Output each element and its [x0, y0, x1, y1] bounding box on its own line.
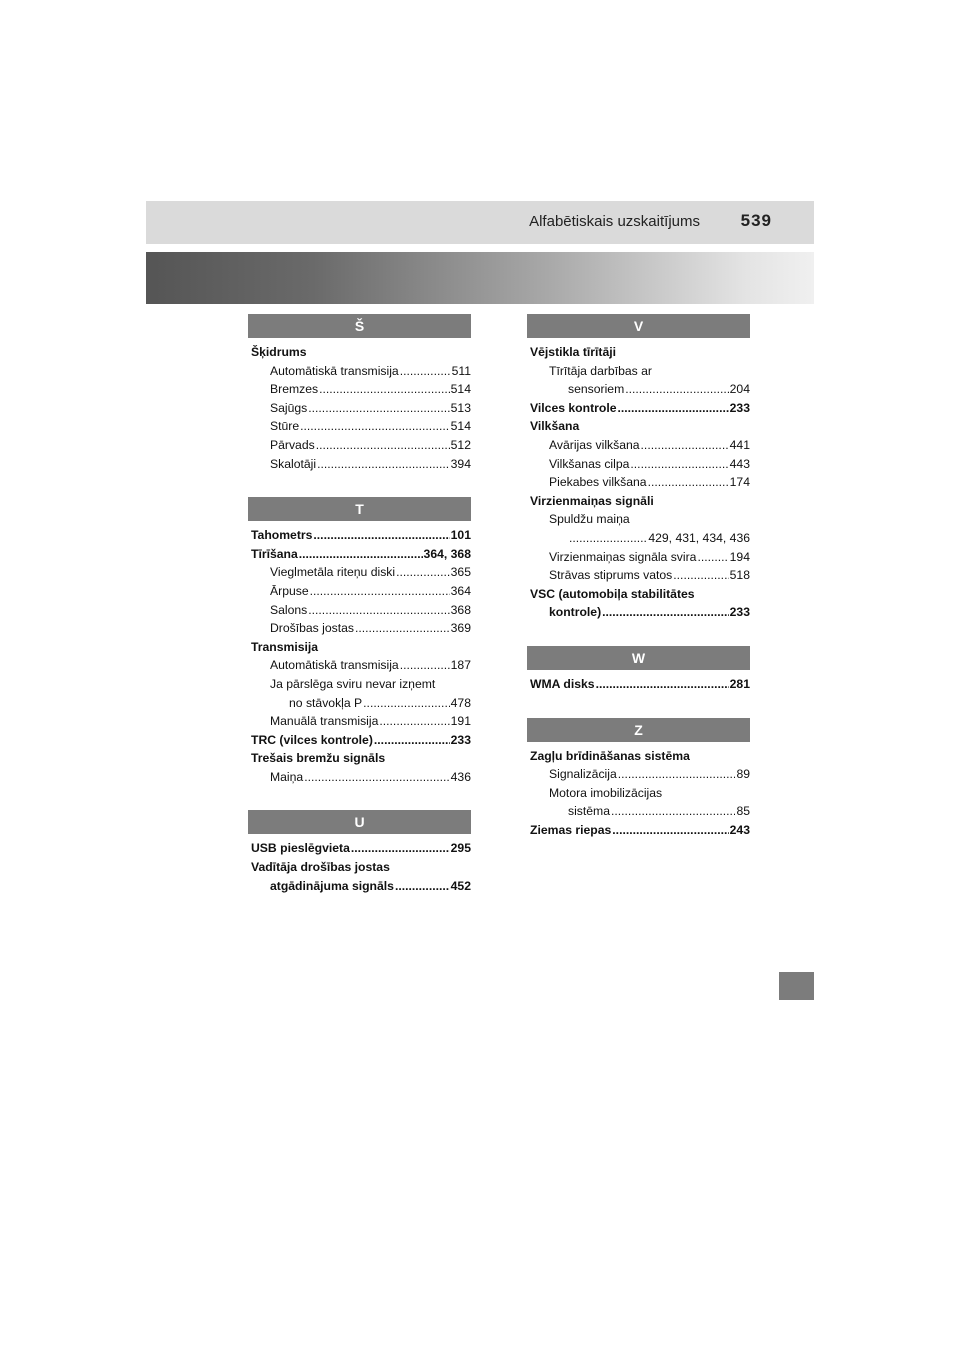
- index-entry: [530, 492, 750, 511]
- dot-leader: [313, 526, 449, 545]
- dot-leader: [355, 619, 450, 638]
- index-entry-term: Sajūgs: [270, 400, 308, 415]
- index-entry: [530, 399, 750, 418]
- dot-leader: [611, 802, 735, 821]
- index-entry: [251, 731, 471, 750]
- index-entry-term: Ziemas riepas: [530, 822, 612, 837]
- index-entry-page: 512: [450, 437, 471, 452]
- dot-leader: [304, 768, 449, 787]
- index-entry-term: kontrole): [549, 605, 602, 620]
- index-entry: [251, 749, 471, 768]
- index-entry-term: Vējstikla tīrītāji: [530, 345, 617, 359]
- index-entry-page: 368: [450, 602, 471, 617]
- index-entry: [530, 784, 750, 803]
- index-entry-page: 394: [450, 456, 471, 471]
- index-entry-term: VSC (automobiļa stabilitātes: [530, 586, 695, 601]
- dot-leader: [617, 399, 728, 418]
- section-letter-header: Š: [248, 314, 471, 338]
- index-entry: [251, 545, 471, 564]
- page-number: 539: [740, 211, 772, 230]
- index-entry: [251, 343, 471, 362]
- index-entry: [251, 417, 471, 436]
- index-entry-page: 204: [729, 382, 750, 397]
- index-entry-term: Automātiskā transmisija: [270, 363, 399, 378]
- dot-leader: [351, 839, 450, 858]
- dot-leader: [400, 362, 451, 381]
- index-entry: [251, 399, 471, 418]
- index-entry-term: Trešais bremžu signāls: [251, 751, 386, 766]
- index-entry-term: Šķidrums: [251, 345, 307, 359]
- index-entry: [251, 436, 471, 455]
- index-entry: [530, 675, 750, 694]
- index-entry-page: 369: [450, 621, 471, 636]
- index-entry-term: Automātiskā transmisija: [270, 658, 399, 673]
- index-entry-term: WMA disks: [530, 676, 595, 691]
- index-section: [251, 314, 471, 473]
- index-entry: [251, 694, 471, 713]
- index-entry-page: 441: [729, 437, 750, 452]
- index-entry: [530, 548, 750, 567]
- index-entry: [251, 362, 471, 381]
- index-section: [530, 314, 750, 622]
- index-entry-term: Vieglmetāla riteņu diski: [270, 565, 396, 580]
- index-entry-page: 85: [736, 804, 750, 819]
- decorative-gradient-band: [146, 252, 814, 304]
- index-entry-page: 233: [729, 400, 750, 415]
- section-letter-header: W: [527, 646, 750, 670]
- section-letter-header: T: [248, 497, 471, 521]
- index-section: [251, 497, 471, 786]
- header-title: Alfabētiskais uzskaitījums: [529, 213, 700, 230]
- index-entry-term: Vilkšana: [530, 419, 580, 434]
- index-entry-term: Skalotāji: [270, 456, 317, 471]
- index-entry-page: 295: [450, 841, 471, 856]
- dot-leader: [673, 566, 728, 585]
- index-entry-page: 194: [729, 549, 750, 564]
- index-entry: [251, 638, 471, 657]
- index-entry: [251, 656, 471, 675]
- index-section: [530, 718, 750, 840]
- dot-leader: [299, 545, 423, 564]
- index-section: [530, 646, 750, 694]
- index-entry: [251, 877, 471, 896]
- index-entry-term: Signalizācija: [549, 767, 617, 782]
- dot-leader: [569, 529, 647, 548]
- index-entry-term: atgādinājuma signāls: [270, 878, 394, 893]
- index-entry: [251, 563, 471, 582]
- dot-leader: [316, 436, 450, 455]
- index-entry-page: 364: [450, 583, 471, 598]
- index-entry-term: Vilkšanas cilpa: [549, 456, 630, 471]
- dot-leader: [596, 675, 729, 694]
- index-entry: [530, 436, 750, 455]
- index-entry-page: 452: [450, 878, 471, 893]
- index-entry-term: Virzienmaiņas signāli: [530, 493, 654, 508]
- index-entry-term: Zagļu brīdināšanas sistēma: [530, 748, 690, 763]
- index-entry-page: 364, 368: [423, 546, 471, 561]
- index-entry: [251, 582, 471, 601]
- index-entry: [530, 362, 750, 381]
- index-entry: [251, 675, 471, 694]
- index-entry-page: 429, 431, 434, 436: [648, 530, 750, 545]
- index-entry-page: 436: [450, 769, 471, 784]
- index-entry-term: Piekabes vilkšana: [549, 475, 647, 490]
- dot-leader: [400, 656, 450, 675]
- index-entry-term: Ja pārslēga sviru nevar izņemt: [270, 676, 436, 691]
- dot-leader: [363, 694, 449, 713]
- dot-leader: [630, 455, 728, 474]
- index-entry-term: Spuldžu maiņa: [549, 512, 630, 527]
- index-entry-term: Drošības jostas: [270, 621, 354, 636]
- index-entry-page: 281: [729, 676, 750, 691]
- index-entry-page: 443: [729, 456, 750, 471]
- index-entry-page: 187: [450, 658, 471, 673]
- dot-leader: [641, 436, 729, 455]
- index-entry: [530, 585, 750, 604]
- index-entry-term: TRC (vilces kontrole): [251, 732, 373, 747]
- index-entry-term: Motora imobilizācijas: [549, 785, 663, 800]
- index-entry: [251, 601, 471, 620]
- section-letter-header: Z: [527, 718, 750, 742]
- index-entry-term: Vilces kontrole: [530, 400, 617, 415]
- section-letter-header: U: [248, 810, 471, 834]
- index-entry: [530, 417, 750, 436]
- dot-leader: [317, 455, 450, 474]
- dot-leader: [602, 603, 729, 622]
- index-entry-term: Stūre: [270, 419, 300, 434]
- dot-leader: [308, 601, 449, 620]
- dot-leader: [625, 380, 728, 399]
- index-entry-term: Bremzes: [270, 382, 319, 397]
- dot-leader: [396, 563, 450, 582]
- index-entry: [251, 380, 471, 399]
- index-entry: [530, 455, 750, 474]
- index-column-left: [251, 314, 471, 919]
- index-entry-term: no stāvokļa P: [289, 695, 363, 710]
- index-entry-term: sistēma: [568, 804, 610, 819]
- index-entry: [251, 455, 471, 474]
- index-entry-term: Manuālā transmisija: [270, 714, 379, 729]
- index-entry-term: Tīrītāja darbības ar: [549, 363, 652, 378]
- section-letter-header: V: [527, 314, 750, 338]
- dot-leader: [374, 731, 450, 750]
- dot-leader: [648, 473, 729, 492]
- index-entry: [530, 765, 750, 784]
- dot-leader: [319, 380, 450, 399]
- index-entry-term: Vadītāja drošības jostas: [251, 860, 390, 875]
- index-entry-term: Transmisija: [251, 639, 319, 654]
- index-entry-term: Maiņa: [270, 769, 304, 784]
- index-entry: [251, 839, 471, 858]
- dot-leader: [308, 399, 449, 418]
- index-entry-term: Tahometrs: [251, 528, 313, 543]
- index-entry-term: Ārpuse: [270, 583, 309, 598]
- index-entry: [530, 529, 750, 548]
- dot-leader: [310, 582, 450, 601]
- index-entry: [530, 566, 750, 585]
- index-entry-page: 514: [450, 419, 471, 434]
- index-entry: [251, 619, 471, 638]
- index-column-right: [530, 314, 750, 863]
- index-entry-page: 233: [729, 605, 750, 620]
- index-entry-page: 518: [729, 568, 750, 583]
- index-entry: [530, 747, 750, 766]
- dot-leader: [697, 548, 728, 567]
- index-entry: [251, 768, 471, 787]
- dot-leader: [612, 821, 728, 840]
- index-entry-term: Tīrīšana: [251, 546, 298, 561]
- dot-leader: [618, 765, 736, 784]
- index-entry-term: Strāvas stiprums vatos: [549, 568, 673, 583]
- index-entry: [251, 858, 471, 877]
- index-entry: [251, 712, 471, 731]
- index-entry-term: Salons: [270, 602, 308, 617]
- index-entry-page: 191: [450, 714, 471, 729]
- index-entry-term: sensoriem: [568, 382, 625, 397]
- index-entry-page: 511: [451, 363, 471, 378]
- index-entry: [251, 526, 471, 545]
- index-entry-page: 514: [450, 382, 471, 397]
- index-entry-page: 478: [450, 695, 471, 710]
- index-entry: [530, 802, 750, 821]
- index-entry-page: 365: [450, 565, 471, 580]
- dot-leader: [395, 877, 450, 896]
- index-entry-page: 233: [450, 732, 471, 747]
- index-section: [251, 810, 471, 895]
- index-entry-term: USB pieslēgvieta: [251, 841, 350, 856]
- index-entry-term: Virzienmaiņas signāla svira: [549, 549, 697, 564]
- index-entry-term: Avārijas vilkšana: [549, 437, 640, 452]
- index-entry-term: Pārvads: [270, 437, 315, 452]
- index-entry-page: 243: [729, 822, 750, 837]
- index-entry-page: 513: [450, 400, 471, 415]
- index-entry: [530, 821, 750, 840]
- index-entry-page: 101: [450, 528, 471, 543]
- dot-leader: [300, 417, 450, 436]
- index-entry: [530, 343, 750, 362]
- index-entry-page: 174: [729, 475, 750, 490]
- index-entry: [530, 380, 750, 399]
- dot-leader: [379, 712, 449, 731]
- index-entry: [530, 473, 750, 492]
- index-entry: [530, 603, 750, 622]
- index-entry-page: 89: [736, 767, 750, 782]
- chapter-tab-marker: [779, 972, 814, 1000]
- index-entry: [530, 510, 750, 529]
- page-header: [146, 201, 814, 244]
